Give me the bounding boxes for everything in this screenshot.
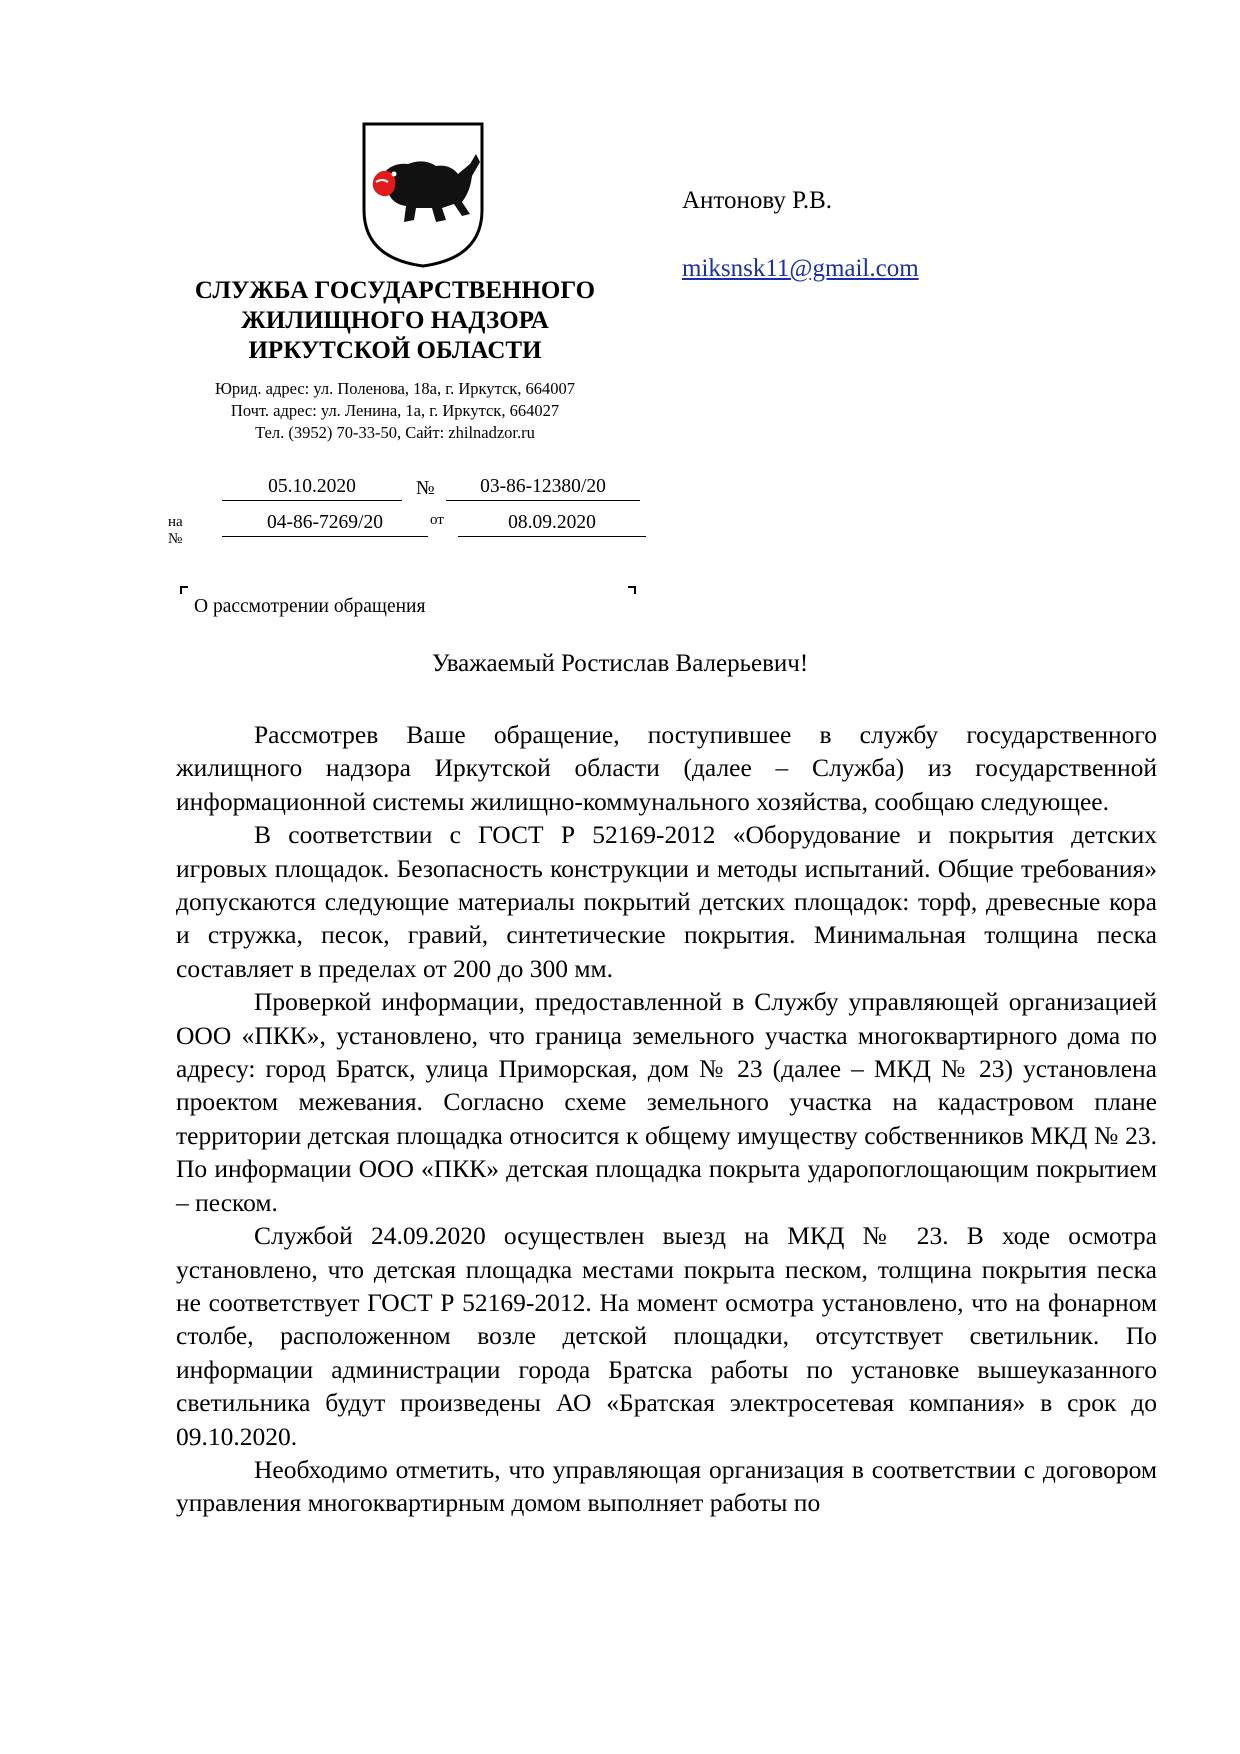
from-label: от bbox=[430, 512, 444, 528]
recipient-name: Антонову Р.В. bbox=[682, 187, 833, 214]
letter-subject: О рассмотрении обращения bbox=[194, 596, 426, 617]
legal-address: Юрид. адрес: ул. Поленова, 18а, г. Иркутск, 664007 bbox=[214, 379, 576, 398]
letter-body bbox=[176, 718, 1157, 1520]
body-paragraph: Службой 24.09.2020 осуществлен выезд на МКД № 23. В ходе осмотра установлено, что детская площадка местами покрыта песком, толщина покрытия песка не соответствует ГОСТ Р 52169-2012. На момент осмотра установлено, что на фонарном столбе, расположенном возле детской площадки, отсутствует светильник. По информации администрации города Братска работы по установке вышеуказанного светильника будут произведены АО «Братская электросетевая компания» в срок до 09.10.2020. bbox=[176, 1221, 1157, 1451]
body-paragraph: В соответствии с ГОСТ Р 52169-2012 «Оборудование и покрытия детских игровых площадок. Безопасность конструкции и методы испытаний. Общие требования» допускаются следующие материалы покрытий детских площадок: торф, древесные кора и стружка, песок, гравий, синтетические покрытия. Минимальная толщина песка составляет в пределах от 200 до 300 мм. bbox=[176, 820, 1157, 983]
reply-to-number: 04-86-7269/20 bbox=[222, 512, 428, 537]
agency-block bbox=[160, 276, 630, 444]
reply-to-label: на № bbox=[168, 514, 183, 547]
agency-name-line: ИРКУТСКОЙ ОБЛАСТИ bbox=[248, 337, 542, 364]
outgoing-number: 03-86-12380/20 bbox=[446, 476, 640, 501]
outgoing-date: 05.10.2020 bbox=[222, 476, 402, 501]
subject-bracket-right bbox=[628, 586, 636, 594]
subject-bracket-left bbox=[180, 586, 188, 594]
agency-name bbox=[160, 276, 630, 366]
reply-to-date: 08.09.2020 bbox=[458, 512, 646, 537]
agency-name-line: СЛУЖБА ГОСУДАРСТВЕННОГО bbox=[194, 277, 596, 304]
number-label: № bbox=[416, 478, 435, 499]
body-paragraph: Рассмотрев Ваше обращение, поступившее в службу государственного жилищного надзора Иркутской области (далее – Служба) из государственной информационной системы жилищно-коммунального хозяйства, сообщаю следующее. bbox=[176, 720, 1157, 816]
letter-greeting: Уважаемый Ростислав Валерьевич! bbox=[431, 650, 809, 677]
body-paragraph: Проверкой информации, предоставленной в Службу управляющей организацией ООО «ПКК», установлено, что граница земельного участка многоквартирного дома по адресу: город Братск, улица Приморская, дом № 23 (далее – МКД № 23) установлена проектом межевания. Согласно схеме земельного участка на кадастровом плане территории детская площадка относится к общему имуществу собственников МКД № 23. По информации ООО «ПКК» детская площадка покрыта ударопоглощающим покрытием – песком. bbox=[176, 987, 1157, 1217]
coat-of-arms-emblem bbox=[358, 118, 488, 270]
postal-address: Почт. адрес: ул. Ленина, 1а, г. Иркутск, 664027 bbox=[230, 401, 560, 420]
recipient-email-link[interactable]: miksnsk11@gmail.com bbox=[682, 255, 919, 282]
body-paragraph: Необходимо отметить, что управляющая организация в соответствии с договором управления многоквартирным домом выполняет работы по bbox=[176, 1454, 1157, 1518]
agency-name-line: ЖИЛИЩНОГО НАДЗОРА bbox=[241, 307, 549, 334]
agency-address bbox=[160, 378, 630, 444]
contacts-line: Тел. (3952) 70-33-50, Сайт: zhilnadzor.ru bbox=[255, 423, 535, 442]
